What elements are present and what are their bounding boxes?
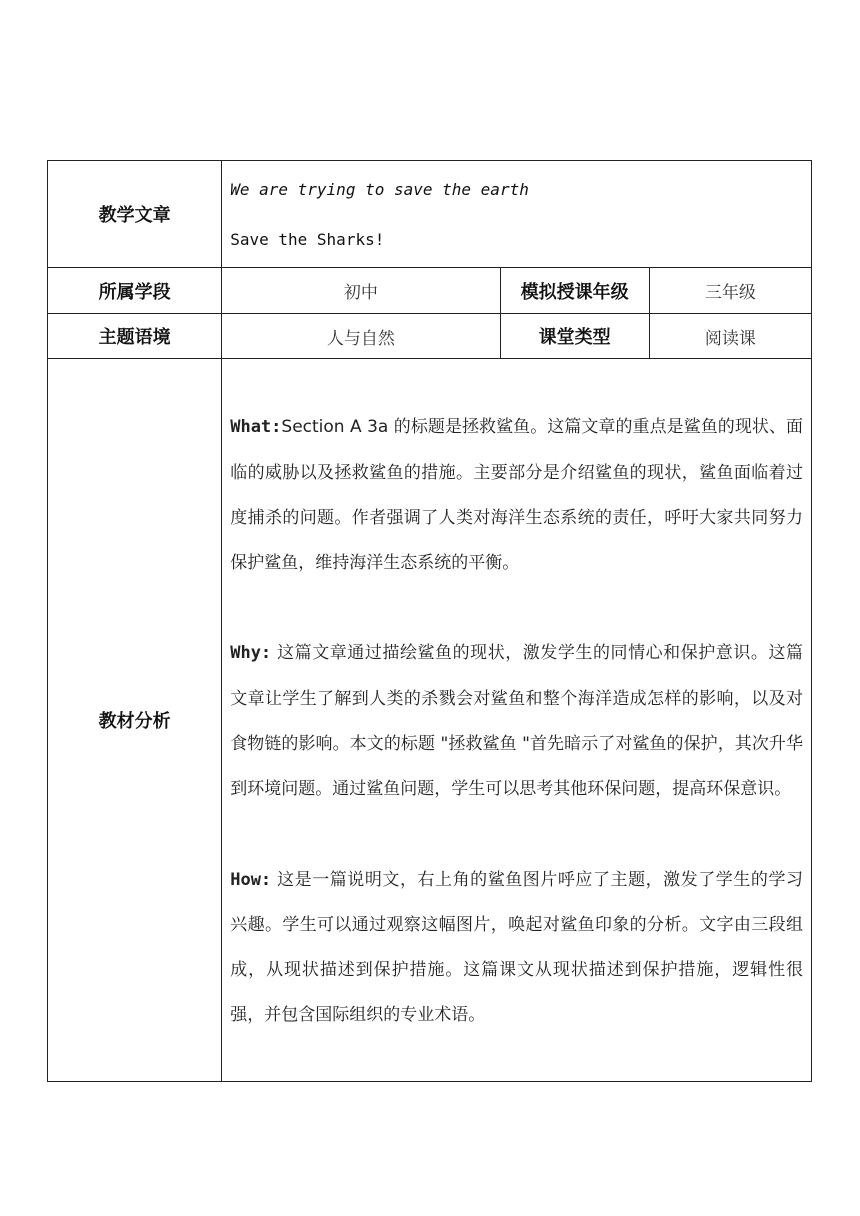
- theme-row: [48, 314, 812, 359]
- why-label: Why:: [230, 643, 272, 664]
- stage-value: 初中: [222, 268, 500, 314]
- how-paragraph: [230, 858, 803, 1039]
- how-label: How:: [230, 869, 272, 890]
- analysis-content: [222, 359, 812, 1082]
- grade-header: 模拟授课年级: [500, 268, 649, 314]
- what-text: Section A 3a 的标题是拯救鲨鱼。这篇文章的重点是鲨鱼的现状、面临的威胁以及拯救鲨鱼的措施。主要部分是介绍鲨鱼的现状，鲨鱼面临着过度捕杀的问题。作者强调了人类对海洋生态系统的责任，呼吁大家共同努力保护鲨鱼，维持海洋生态系统的平衡。: [230, 417, 803, 574]
- article-title-section: Save the Sharks!: [230, 230, 385, 249]
- paragraph-gap: [230, 813, 803, 858]
- theme-header: 主题语境: [48, 314, 222, 359]
- class-type-header: 课堂类型: [500, 314, 649, 359]
- theme-value: 人与自然: [222, 314, 500, 359]
- what-paragraph: [230, 405, 803, 586]
- analysis-row: [48, 359, 812, 1082]
- article-title-english: We are trying to save the earth: [230, 180, 529, 199]
- article-row: [48, 161, 812, 268]
- article-header: 教学文章: [48, 161, 222, 268]
- class-type-value: 阅读课: [649, 314, 811, 359]
- analysis-header: 教材分析: [48, 359, 222, 1082]
- why-paragraph: [230, 631, 803, 812]
- what-label: What:: [230, 417, 282, 438]
- stage-row: [48, 268, 812, 314]
- article-title-cell: [222, 161, 812, 268]
- stage-header: 所属学段: [48, 268, 222, 314]
- grade-value: 三年级: [649, 268, 811, 314]
- how-text: 这是一篇说明文，右上角的鲨鱼图片呼应了主题，激发了学生的学习兴趣。学生可以通过观察这幅图片，唤起对鲨鱼印象的分析。文字由三段组成，从现状描述到保护措施。这篇课文从现状描述到保护措施，逻辑性很强，并包含国际组织的专业术语。: [230, 869, 803, 1026]
- paragraph-gap: [230, 586, 803, 631]
- why-text: 这篇文章通过描绘鲨鱼的现状，激发学生的同情心和保护意识。这篇文章让学生了解到人类的杀戮会对鲨鱼和整个海洋造成怎样的影响，以及对食物链的影响。本文的标题 "拯救鲨鱼 "首先暗示了对鲨鱼的保护，其次升华到环境问题。通过鲨鱼问题，学生可以思考其他环保问题，提高环保意识。: [230, 643, 803, 800]
- lesson-plan-table: [47, 160, 812, 1082]
